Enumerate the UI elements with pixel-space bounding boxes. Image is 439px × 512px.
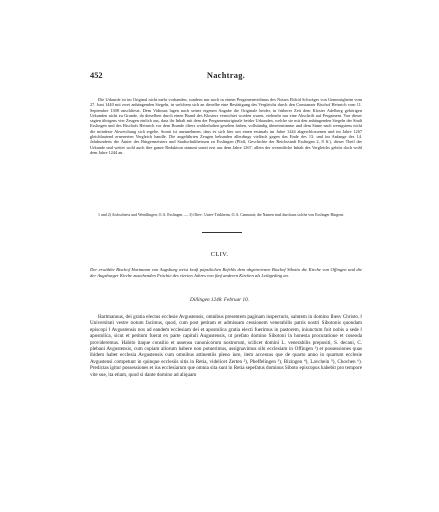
running-title: Nachtrag. (206, 71, 246, 80)
page-number: 452 (90, 71, 103, 80)
note-paragraph: Die Urkunde ist im Original nicht mehr vorhanden, sondern nur noch in einem Pergamentvidimus des Notars Ebfrid Schwäger von Gemmrigheim vom 27. Juni 1440 mit zwei anhängenden Siegeln, in welchem sich an dieselbe eine Bestätigung des Vergleichs durch den Constanzer Bischof Heinrich vom 11. September 1308 anschliesst. Dem Vidimus lagen nach seiner eigenen Angabe die Originale beider, in früherer Zeit dem Kloster Adelberg gehörigen Urkunden nicht zu Grunde, da dieselben durch einen Brand des Klosters vernichtet worden waren, vielmehr nur eine Abschrift auf Pergament. Von dieser sagten übrigens vier Zeugen einlich aus, dass ihr Inhalt mit dem der Pergamentoriginale beider Urkunden, welche sie mit den anhängenden Siegeln der Stadt Esslingen und des Bischofs Heinrich vor dem Brande öfters wohlerhalten gesehen haben, vollständig übereinstimme und dem Sinne nach wenigstens nicht die mindeste Abweichung sich ergebe. Somit ist anzunehmen, dass es sich hier um einen erstmals im Jahre 1244 abgeschlossenen und im Jahre 1267 gleichlautend erneuerten Vergleich handle. Die angeführten Zeugen bekunden allerdings vielfach gegen das Ende des 13. und im Anfange des 14. Jahrhunderts die Ämter des Bürgermeisters und Stadtschultheissen zu Esslingen (Pfaff, Geschichte der Reichsstadt Esslingen 2, 8 ff.), dieser Theil der Urkunde und weiter wohl auch ihre ganze Redaktion stammt somit erst aus dem Jahre 1267, allein der wesentliche Inhalt des Vergleichs gehört doch wohl dem Jahre 1244 an. (90, 97, 362, 155)
regest-summary: Der erwählte Bischof Hartmann von Augsburg weist kraft päpstlichen Befehls dem abgetretenen Bischof Sibotto die Kirche von Offingen und die der Augsburger Kirche zustehenden Früchte des vierten Jahres von fünf anderen Kirchen als Leibgeding an. (90, 267, 362, 278)
charter-paragraph: Hartmannus, dei gratia electus ecclesie Avgustensis, omnibus presentem paginam inspecturis, salutem in domino Ihesv Christo. ‖ Universitati vestre notum facimus, quod, cum post petitam et admissam cessionem venerabilis patris nostri Sibotonis quondam episcopi ‖ Avgustensis nos ad eandem ecclesiam dei et apostolica gratia electi fuerimus in pastorem, iniunctum fuit nobis a sede ‖ apostolica, sicut et petitum fuerat ex parte capituli Augustensis, ut prefato domino Sibotoni in honesta procuratione et coseoda providerem​us. Habito itaque consilio et assensu canonicorum nostrorum, scilicet domini L. venerabilis prepositi, S. decani, C. plebani Avgustensis, cum copiam aliorum habere non potuerimus, assignavimus sibi ecclesiam in Offingen ¹) et possessiones quas ibidem habet ecclesia Avgustensis cum omnibus attinentiis pleno iure, item accessus que de quarto anno in quartum ecclesie Avgustensi competunt in quinque ecclesiis sitis in Retia, videlicet Zerten ²), Pheffelingen ³), Bizingen ⁴), Lavchein ⁵), Chochen ⁶). Predictas igitur possessiones et ius ecclesiarum que omnia sita sunt in Retia sepefatus dominus Siboto episcopus habebit pro tempore vite sue, ita etiam, quod si dante domino ad aliquam (90, 314, 362, 378)
editorial-note (90, 97, 362, 155)
dating-line: Dillingen 1248. Februar 10. (190, 297, 249, 303)
separator-rule (202, 232, 242, 233)
document-number: CLIV. (210, 251, 229, 258)
charter-text (90, 314, 362, 378)
footnotes (90, 213, 362, 218)
footnote-text: 1 und 2) Aichschiess und Wendlingen, O.A. Esslingen. — 3) Ober-, Unter-Türkheim, O.A. Cannstatt; die Namen sind durchaus solche von Esslinger Bürgern. (98, 213, 345, 217)
page-header (90, 71, 362, 81)
